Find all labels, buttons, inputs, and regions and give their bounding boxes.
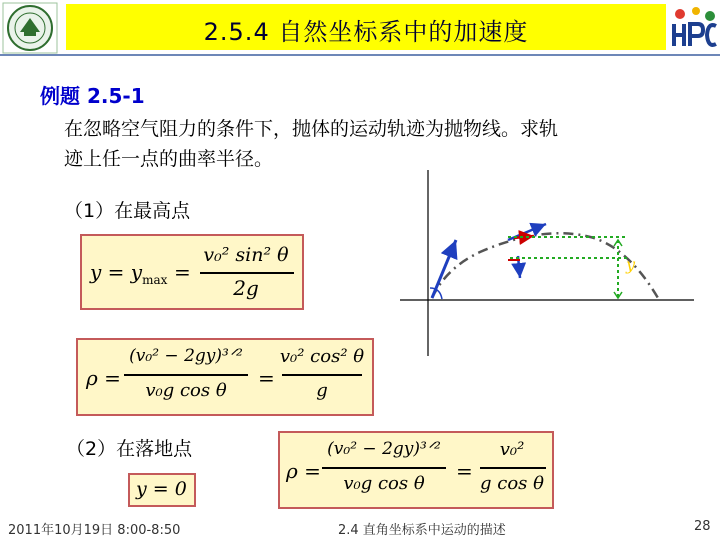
trajectory-curve — [432, 233, 658, 298]
header-divider — [0, 54, 720, 56]
formula-box-curvature-top — [76, 338, 374, 416]
y-label: y — [626, 255, 636, 274]
formula-lhs: y = y — [90, 260, 143, 284]
formula-numerator-1: (v₀² − 2gy)³ᐟ² — [327, 439, 441, 459]
formula-numerator-2: v₀² — [499, 439, 525, 460]
formula-denominator-2: g — [316, 380, 328, 401]
university-logo — [2, 2, 58, 54]
formula-box-curvature-ground — [278, 431, 554, 509]
formula-rho: ρ = — [86, 366, 121, 390]
formula-denominator-1: v₀g cos θ — [343, 473, 425, 494]
formula-denominator-2: g cos θ — [480, 473, 544, 494]
case-2-label: （2）在落地点 — [66, 438, 193, 460]
formula-y-zero: y = 0 — [136, 478, 187, 500]
formula-equals: = — [174, 260, 191, 284]
formula-box-max-height — [80, 234, 304, 310]
fraction-bar — [322, 467, 446, 469]
page-title: 2.5.4 自然坐标系中的加速度 — [203, 18, 529, 46]
fraction-bar — [480, 467, 546, 469]
hpc-logo — [670, 4, 718, 52]
fraction-bar — [200, 272, 294, 274]
fraction-bar — [124, 374, 248, 376]
formula-rho: ρ = — [286, 459, 321, 483]
problem-line-2: 迹上任一点的曲率半径。 — [64, 148, 274, 170]
formula-numerator: v₀² sin² θ — [203, 244, 289, 266]
formula-numerator-2: v₀² cos² θ — [279, 346, 365, 367]
formula-numerator-1: (v₀² − 2gy)³ᐟ² — [129, 346, 243, 366]
case-1-label: （1）在最高点 — [64, 200, 191, 222]
formula-equals: = — [258, 366, 275, 390]
footer-date: 2011年10月19日 8:00-8:50 — [8, 523, 181, 538]
page-number: 28 — [694, 519, 711, 534]
formula-denominator: 2g — [233, 276, 259, 300]
formula-equals: = — [456, 459, 473, 483]
formula-lhs-subscript: max — [142, 273, 168, 287]
fraction-bar — [282, 374, 362, 376]
formula-box-ground — [128, 473, 196, 507]
projectile-diagram — [390, 160, 710, 360]
footer-course: 2.4 直角坐标系中运动的描述 — [338, 523, 506, 538]
example-label: 例题 2.5-1 — [40, 84, 145, 108]
problem-line-1: 在忽略空气阻力的条件下，抛体的运动轨迹为抛物线。求轨 — [64, 118, 559, 140]
formula-denominator-1: v₀g cos θ — [145, 380, 227, 401]
